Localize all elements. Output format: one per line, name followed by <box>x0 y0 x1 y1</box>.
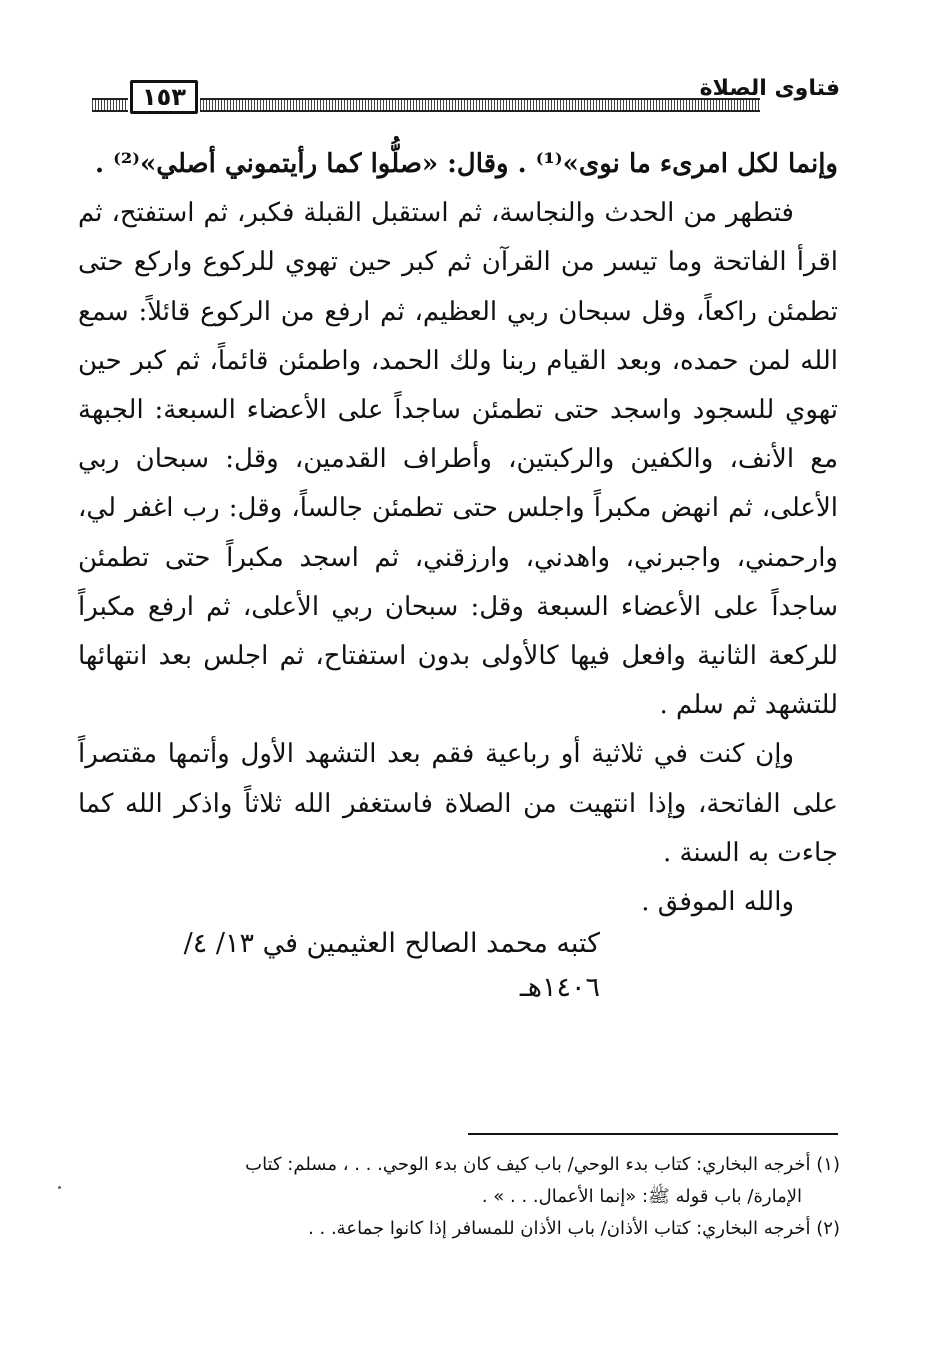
page-number: ١٥٣ <box>130 80 198 114</box>
paragraph-prayer-description: فتطهر من الحدث والنجاسة، ثم استقبل القبلة فكبر، ثم استفتح، ثم اقرأ الفاتحة وما تيسر من القرآن ثم كبر حين تهوي للركوع واركع حتى تطمئن راكعاً، وقل سبحان ربي العظيم، ثم ارفع من الركوع قائلاً: سمع الله لمن حمده، وبعد القيام ربنا ولك الحمد، واطمئن قائماً، ثم كبر حين تهوي للسجود واسجد حتى تطمئن ساجداً على الأعضاء السبعة: الجبهة مع الأنف، والكفين والركبتين، وأطراف القدمين، وقل: سبحان ربي الأعلى، ثم انهض مكبراً واجلس حتى تطمئن جالساً، وقل: رب اغفر لي، وارحمني، واجبرني، واهدني، وارزقني، ثم اسجد مكبراً حتى تطمئن ساجداً على الأعضاء السبعة وقل: سبحان ربي الأعلى، ثم ارفع مكبراً للركعة الثانية وافعل فيها كالأولى بدون استفتاح، ثم اجلس بعد انتهائها للتشهد ثم سلم . <box>78 198 838 721</box>
footnotes <box>84 1149 840 1245</box>
header-ornament-rule-left <box>92 98 128 112</box>
footnote-divider <box>468 1133 838 1135</box>
footnote-1-line-1: (١) أخرجه البخاري: كتاب بدء الوحي/ باب كيف كان بدء الوحي. . . ، مسلم: كتاب <box>245 1154 840 1175</box>
paragraph-three-four-rakah: وإن كنت في ثلاثية أو رباعية فقم بعد التشهد الأول وأتمها مقتصراً على الفاتحة، وإذا انتهيت من الصلاة فاستغفر الله ثلاثاً واذكر الله كما جاءت به السنة . <box>78 739 838 868</box>
page-header <box>92 76 840 118</box>
main-text <box>78 140 838 927</box>
header-ornament-rule-right <box>200 98 760 112</box>
scan-speck <box>58 1186 61 1189</box>
paragraph-closing: والله الموفق . <box>641 887 794 918</box>
footnote-1-line-2: الإمارة/ باب قوله ﷺ: «إنما الأعمال. . . » . <box>481 1186 802 1207</box>
footnote-2: (٢) أخرجه البخاري: كتاب الأذان/ باب الأذان للمسافر إذا كانوا جماعة. . . <box>308 1218 840 1239</box>
running-title: فتاوى الصلاة <box>699 76 840 101</box>
signature-line: كتبه محمد الصالح العثيمين في ١٣/ ٤/ ١٤٠٦هـ <box>183 928 600 1003</box>
paragraph-hadith-quote: وإنما لكل امرىء ما نوى»⁽¹⁾ . وقال: «صلُّوا كما رأيتموني أصلي»⁽²⁾ . <box>95 149 838 179</box>
